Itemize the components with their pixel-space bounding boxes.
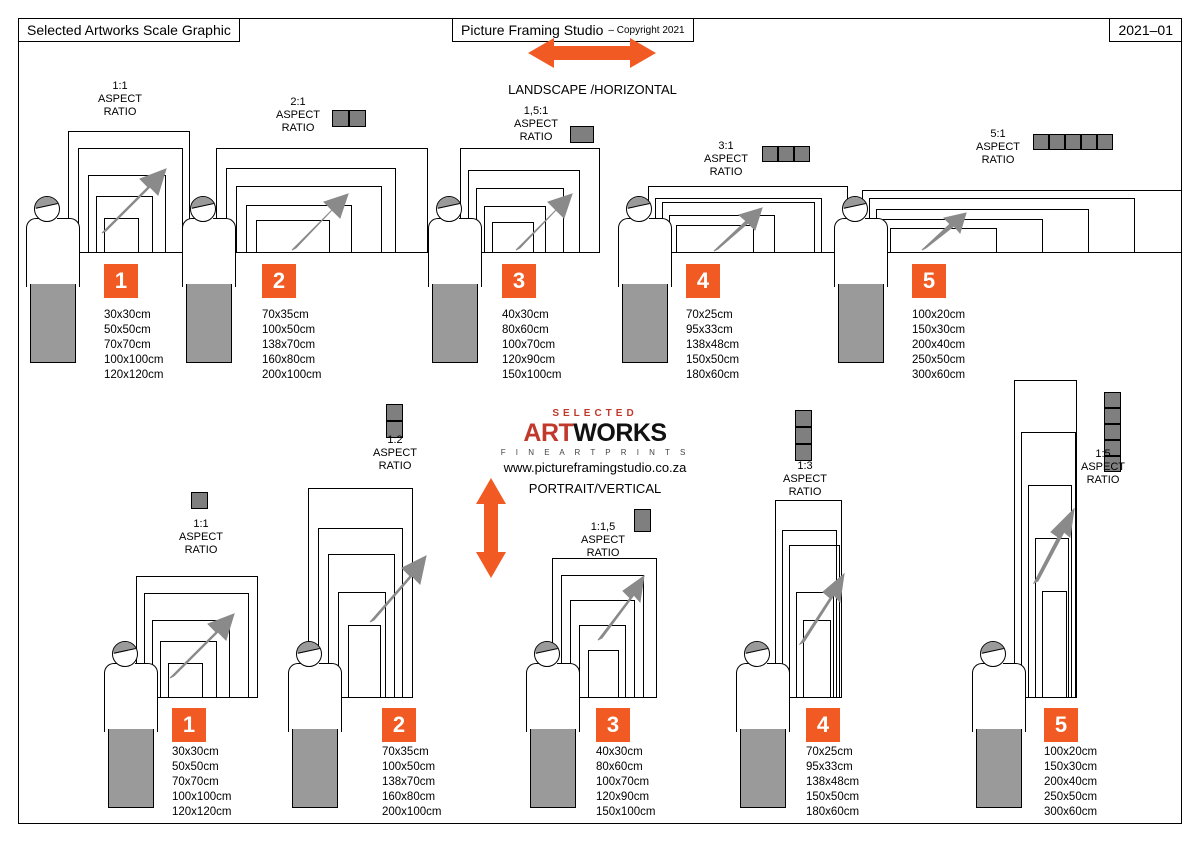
ratio-aspect-word: ASPECT [703,153,748,165]
header-right-code [1109,18,1182,42]
size-item: 160x80cm [382,791,436,803]
ratio-label-landscape-4 [686,140,766,179]
sizes-portrait-2 [382,745,441,820]
size-item: 200x100cm [382,806,442,818]
size-item: 160x80cm [262,354,316,366]
size-item: 150x50cm [806,791,860,803]
scale-arrow-landscape-4 [712,205,764,253]
size-item: 150x100cm [502,369,562,381]
scale-arrow-portrait-2 [368,552,430,624]
brand-line-selected: SELECTED [552,408,638,419]
size-item: 138x48cm [806,776,860,788]
size-item: 100x70cm [596,776,650,788]
size-item: 200x40cm [912,339,966,351]
ratio-label-portrait-1 [166,518,236,557]
sizes-portrait-4 [806,745,859,820]
ratio-swatch-landscape-2 [332,110,366,127]
size-item: 50x50cm [104,324,151,336]
size-item: 120x90cm [502,354,556,366]
ratio-ratio-word: RATIO [378,460,412,472]
size-item: 100x100cm [172,791,232,803]
ratio-label-portrait-3 [570,521,636,560]
ratio-aspect-word: ASPECT [782,473,827,485]
artframe-portrait-2-a [348,625,381,698]
size-item: 40x30cm [502,309,549,321]
size-item: 70x25cm [686,309,733,321]
size-item: 70x35cm [262,309,309,321]
size-item: 200x40cm [1044,776,1098,788]
size-item: 250x50cm [912,354,966,366]
ratio-swatch-portrait-3 [634,509,651,532]
size-item: 100x20cm [912,309,966,321]
group-number-landscape-1: 1 [104,264,138,298]
artframe-portrait-3-a [588,650,619,698]
ratio-aspect-word: ASPECT [975,141,1020,153]
ratio-label-portrait-2 [360,434,430,473]
size-item: 300x60cm [1044,806,1098,818]
size-item: 150x100cm [596,806,656,818]
ratio-swatch-landscape-4 [762,146,810,162]
portrait-orientation-label: PORTRAIT/VERTICAL [528,481,662,496]
group-number-portrait-1: 1 [172,708,206,742]
ratio-ratio-word: RATIO [281,122,315,134]
size-item: 80x60cm [502,324,549,336]
ratio-aspect-word: ASPECT [1080,461,1125,473]
group-number-portrait-4: 4 [806,708,840,742]
ratio-label-landscape-5 [958,128,1038,167]
ratio-swatch-landscape-5 [1033,134,1113,150]
scale-arrow-portrait-4 [798,570,848,646]
ratio-value: 3:1 [718,140,734,152]
scale-arrow-landscape-3 [514,190,576,252]
size-item: 70x70cm [104,339,151,351]
ratio-swatch-portrait-2 [386,404,403,438]
ratio-value: 1:3 [797,460,813,472]
size-item: 138x70cm [262,339,316,351]
ratio-ratio-word: RATIO [103,106,137,118]
size-item: 180x60cm [806,806,860,818]
size-item: 120x90cm [596,791,650,803]
sizes-landscape-5 [912,308,965,383]
scale-arrow-portrait-3 [596,572,648,642]
ratio-aspect-word: ASPECT [372,447,417,459]
ratio-value: 1:2 [387,434,403,446]
header-left-text: Selected Artworks Scale Graphic [27,22,231,38]
sizes-landscape-1 [104,308,163,383]
size-item: 50x50cm [172,761,219,773]
sizes-portrait-3 [596,745,655,820]
size-item: 70x25cm [806,746,853,758]
size-item: 95x33cm [686,324,733,336]
size-item: 30x30cm [104,309,151,321]
size-item: 100x50cm [382,761,436,773]
ratio-ratio-word: RATIO [981,154,1015,166]
ratio-value: 1:1,5 [590,521,616,533]
size-item: 120x120cm [172,806,232,818]
brand-line-artworks [480,419,710,448]
ratio-value: 5:1 [990,128,1006,140]
ratio-swatch-portrait-4 [795,410,812,461]
ratio-ratio-word: RATIO [709,166,743,178]
size-item: 30x30cm [172,746,219,758]
ratio-aspect-word: ASPECT [178,531,223,543]
size-item: 150x30cm [912,324,966,336]
ratio-ratio-word: RATIO [788,486,822,498]
ratio-aspect-word: ASPECT [97,93,142,105]
group-number-portrait-2: 2 [382,708,416,742]
ratio-label-landscape-1 [80,80,160,119]
landscape-orientation-arrow [528,36,656,70]
ratio-value: 1:5 [1095,448,1111,460]
scale-arrow-portrait-5 [1032,505,1078,585]
size-item: 100x20cm [1044,746,1098,758]
size-item: 138x70cm [382,776,436,788]
size-item: 100x50cm [262,324,316,336]
ratio-value: 1:1 [193,518,209,530]
brand-art: ART [523,419,574,447]
ratio-label-landscape-2 [258,96,338,135]
sizes-landscape-3 [502,308,561,383]
sizes-landscape-2 [262,308,321,383]
ratio-swatch-portrait-1 [191,492,208,509]
ratio-aspect-word: ASPECT [513,118,558,130]
sizes-portrait-1 [172,745,231,820]
group-number-portrait-5: 5 [1044,708,1078,742]
size-item: 100x70cm [502,339,556,351]
brand-line-fineartprints: F I N E A R T P R I N T S [500,448,690,457]
size-item: 100x100cm [104,354,164,366]
size-item: 80x60cm [596,761,643,773]
size-item: 150x30cm [1044,761,1098,773]
ratio-value: 1,5:1 [523,105,549,117]
size-item: 200x100cm [262,369,322,381]
size-item: 300x60cm [912,369,966,381]
size-item: 70x35cm [382,746,429,758]
ratio-ratio-word: RATIO [184,544,218,556]
ratio-value: 1:1 [112,80,128,92]
sizes-portrait-5 [1044,745,1097,820]
studio-name: Picture Framing Studio [461,22,604,38]
ratio-ratio-word: RATIO [519,131,553,143]
ratio-aspect-word: ASPECT [275,109,320,121]
scale-arrow-landscape-1 [100,165,170,235]
sizes-landscape-4 [686,308,739,383]
ratio-value: 2:1 [290,96,306,108]
ratio-label-portrait-4 [770,460,840,499]
size-item: 120x120cm [104,369,164,381]
scale-arrow-portrait-1 [168,610,238,680]
size-item: 95x33cm [806,761,853,773]
brand-works: WORKS [573,419,667,447]
size-item: 40x30cm [596,746,643,758]
ratio-ratio-word: RATIO [1086,474,1120,486]
group-number-landscape-5: 5 [912,264,946,298]
website-url: www.pictureframingstudio.co.za [503,460,687,475]
group-number-landscape-4: 4 [686,264,720,298]
size-item: 138x48cm [686,339,740,351]
artframe-portrait-5-a [1042,591,1067,698]
size-item: 70x70cm [172,776,219,788]
ratio-swatch-landscape-3 [570,126,594,143]
document-code: 2021–01 [1118,22,1173,38]
group-number-portrait-3: 3 [596,708,630,742]
ratio-ratio-word: RATIO [586,547,620,559]
landscape-orientation-label: LANDSCAPE /HORIZONTAL [508,82,677,97]
ratio-label-portrait-5 [1068,448,1138,487]
size-item: 250x50cm [1044,791,1098,803]
ratio-aspect-word: ASPECT [580,534,625,546]
scale-arrow-landscape-5 [920,210,968,252]
scale-arrow-landscape-2 [290,190,352,252]
size-item: 150x50cm [686,354,740,366]
group-number-landscape-3: 3 [502,264,536,298]
group-number-landscape-2: 2 [262,264,296,298]
header-left-title [18,18,240,42]
brand-logo [480,408,710,457]
copyright-text: – Copyright 2021 [608,24,685,36]
ratio-label-landscape-3 [496,105,576,144]
size-item: 180x60cm [686,369,740,381]
